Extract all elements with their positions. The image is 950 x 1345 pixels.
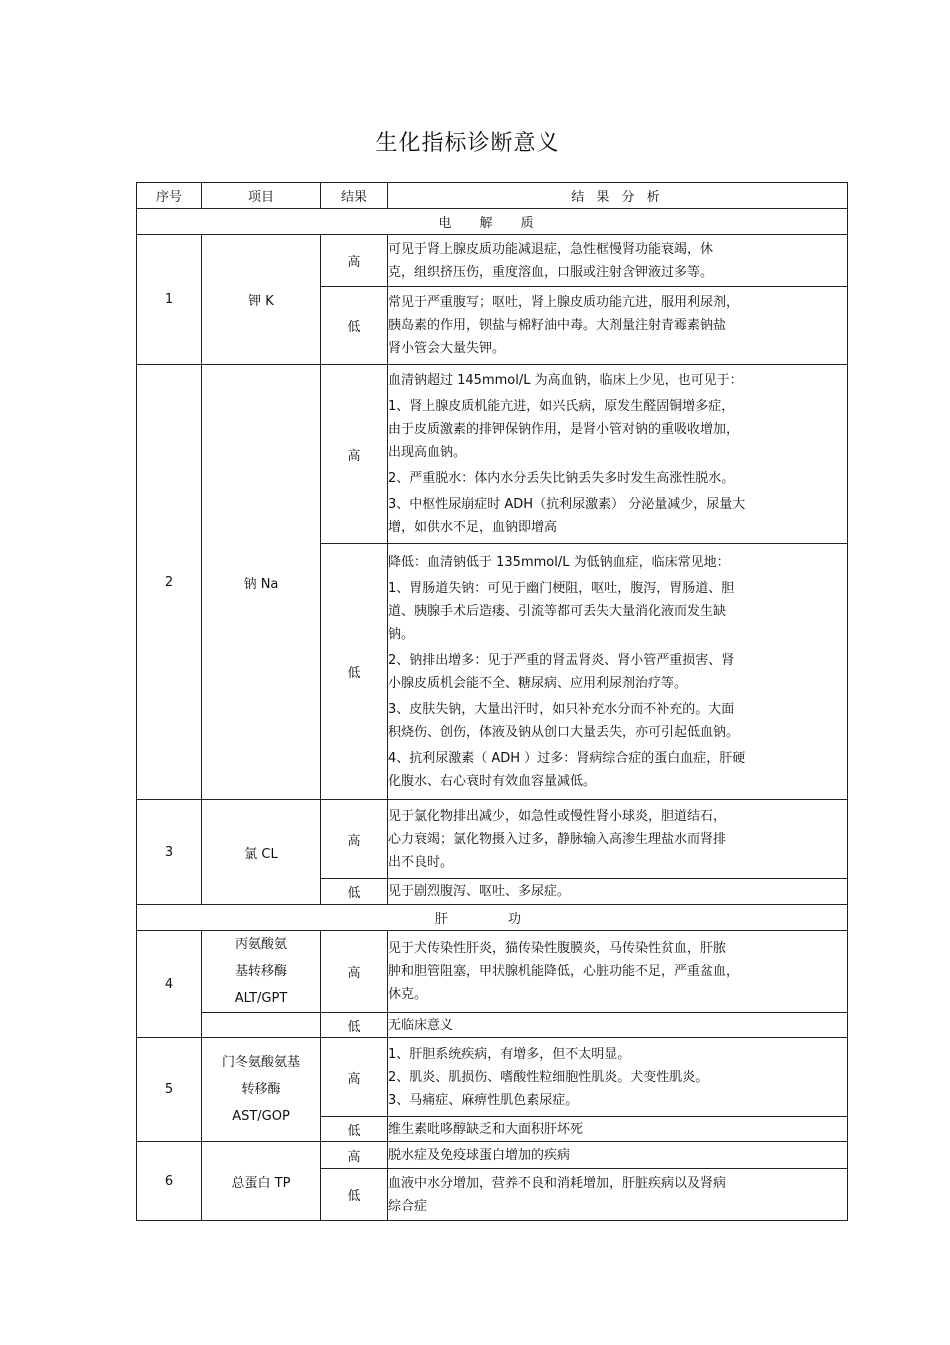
row-no: 2: [137, 365, 202, 800]
analysis-cell: 降低：血清钠低于 135mmol/L 为低钠血症，临床常见地： 1、胃肠道失钠：可见于幽门梗阻，呕吐，腹泻，胃肠道、胆 道、胰腺手术后造瘘、引流等都可丢失大量消化液而发生缺 钠。 2、钠排出增多：见于严重的肾盂肾炎、肾小管严重损害、肾 小腺皮质机会能不全、糖尿病、应用利尿剂治疗等。 3、皮肤失钠，大量出汗时，如只补充水分而不补充的。大面 积烧伤、创伤，体液及钠从创口大量丢失，亦可引起低血钠。 4、抗利尿激素（ ADH ）过多：肾病综合症的蛋白血症，肝硬 化腹水、右心衰时有效血容量减低。: [388, 544, 848, 800]
section-electrolytes: 电 解 质: [137, 209, 848, 235]
header-item: 项目: [202, 183, 321, 209]
table-row: [137, 235, 848, 287]
analysis-cell: 无临床意义: [388, 1013, 848, 1038]
result-low: 低: [321, 1169, 388, 1221]
row-no: 4: [137, 931, 202, 1038]
page-title: 生化指标诊断意义: [375, 131, 560, 156]
section-row-liver: [137, 905, 848, 931]
row-no: 6: [137, 1142, 202, 1221]
row-item: 门冬氨酸氨基 转移酶 AST/GOP: [202, 1038, 321, 1142]
analysis-cell: 见于剧烈腹泻、呕吐、多尿症。: [388, 879, 848, 905]
row-item: 钾 K: [202, 235, 321, 365]
result-high: 高: [321, 365, 388, 544]
analysis-cell: 常见于严重腹写；呕吐，肾上腺皮质功能亢进，服用利尿剂， 胰岛素的作用，钡盐与棉籽油中毒。大剂量注射青霉素钠盐 肾小管会大量失钾。: [388, 287, 848, 365]
row-item: 钠 Na: [202, 365, 321, 800]
result-low: 低: [321, 544, 388, 800]
result-low: 低: [321, 287, 388, 365]
analysis-cell: 1、肝胆系统疾病，有增多，但不太明显。 2、肌炎、肌损伤、嗜酸性粒细胞性肌炎。犬变性肌炎。 3、马痛症、麻痹性肌色素尿症。: [388, 1038, 848, 1117]
row-no: 5: [137, 1038, 202, 1142]
row-item: 总蛋白 TP: [202, 1142, 321, 1221]
row-item: 丙氨酸氨 基转移酶 ALT/GPT: [202, 931, 321, 1013]
diagnosis-table: [136, 182, 848, 1221]
analysis-cell: 可见于肾上腺皮质功能减退症，急性框慢肾功能衰竭，休 克，组织挤压伤，重度溶血，口服或注射含钾液过多等。: [388, 235, 848, 287]
analysis-cell: 维生素吡哆醇缺乏和大面积肝坏死: [388, 1117, 848, 1142]
analysis-cell: 血清钠超过 145mmol/L 为高血钠，临床上少见，也可见于： 1、肾上腺皮质机能亢进，如兴氏病，原发生醛固铜增多症， 由于皮质激素的排钾保钠作用，是肾小管对钠的重吸收增加， 出现高血钠。 2、严重脱水：体内水分丢失比钠丢失多时发生高涨性脱水。 3、中枢性尿崩症时 ADH（抗利尿激素） 分泌量减少，尿量大 增，如供水不足，血钠即增高: [388, 365, 848, 544]
row-item: 氯 CL: [202, 800, 321, 905]
result-high: 高: [321, 1038, 388, 1117]
result-low: 低: [321, 1013, 388, 1038]
table-row: [137, 800, 848, 879]
result-high: 高: [321, 800, 388, 879]
result-low: 低: [321, 1117, 388, 1142]
table-header-row: [137, 183, 848, 209]
row-no: 3: [137, 800, 202, 905]
header-analysis: 结 果 分 析: [388, 183, 848, 209]
analysis-cell: 血液中水分增加，营养不良和消耗增加，肝脏疾病以及肾病 综合症: [388, 1169, 848, 1221]
result-low: 低: [321, 879, 388, 905]
analysis-cell: 见于犬传染性肝炎，猫传染性腹膜炎，马传染性贫血，肝脓 肿和胆管阻塞，甲状腺机能降低，心脏功能不足，严重盆血， 休克。: [388, 931, 848, 1013]
table-row: [137, 1038, 848, 1117]
table-row: [137, 1013, 848, 1038]
result-high: 高: [321, 1142, 388, 1169]
row-no: 1: [137, 235, 202, 365]
section-row-electrolytes: [137, 209, 848, 235]
result-high: 高: [321, 931, 388, 1013]
analysis-cell: 见于氯化物排出减少，如急性或慢性肾小球炎，胆道结石， 心力衰竭；氯化物摄入过多，静脉输入高渗生理盐水而肾排 出不良时。: [388, 800, 848, 879]
header-result: 结果: [321, 183, 388, 209]
table-row: [137, 365, 848, 544]
header-no: 序号: [137, 183, 202, 209]
result-high: 高: [321, 235, 388, 287]
table-row: [137, 1142, 848, 1169]
table-row: [137, 931, 848, 1013]
analysis-cell: 脱水症及免疫球蛋白增加的疾病: [388, 1142, 848, 1169]
section-liver: 肝 功: [137, 905, 848, 931]
empty-item-cell: [202, 1013, 321, 1038]
